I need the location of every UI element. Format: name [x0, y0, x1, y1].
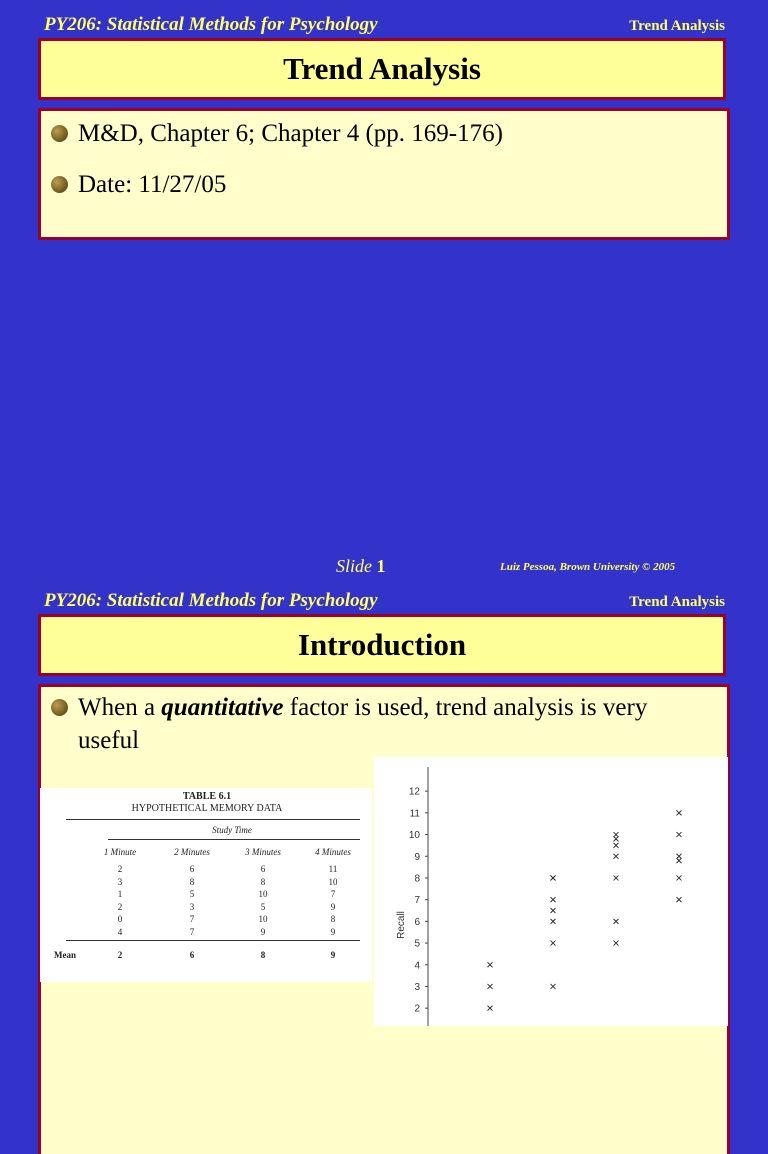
- data-point: [488, 962, 493, 967]
- data-point: [551, 919, 556, 924]
- table-cell: 0: [117, 914, 123, 924]
- y-tick-label: 11: [409, 808, 420, 820]
- y-axis-label: Recall: [396, 911, 407, 939]
- bullet-text: Date: 11/27/05: [78, 171, 227, 198]
- recall-scatter-plot: [374, 757, 728, 1026]
- table-cell: 10: [258, 914, 268, 924]
- table-mean-cell: 8: [260, 950, 266, 960]
- table-cell: 7: [189, 926, 195, 937]
- slide-word: Slide: [336, 556, 372, 576]
- y-tick-label: 6: [414, 916, 420, 928]
- table-cell: 7: [189, 914, 195, 924]
- bullet-emphasis: quantitative: [161, 694, 284, 721]
- bullet-text: [78, 691, 691, 757]
- mean-label: Mean: [54, 950, 76, 960]
- slide-title-box: [38, 614, 726, 676]
- slide-number-value: 1: [376, 556, 386, 576]
- bullet-dot-icon: [51, 176, 68, 193]
- bullet-pre: When a: [78, 694, 162, 721]
- topic-label: Trend Analysis: [629, 594, 725, 610]
- bullet-post: factor is used, trend analysis is very useful: [78, 694, 648, 754]
- table-group-header: Study Time: [212, 825, 252, 835]
- bullet-item: [51, 117, 503, 150]
- y-tick-label: 12: [408, 786, 420, 798]
- table-cell: 6: [189, 864, 195, 874]
- data-point: [551, 941, 556, 946]
- y-tick-label: 7: [414, 895, 420, 907]
- slide-title-box: [38, 38, 726, 100]
- table-column-header: 1 Minute: [103, 847, 137, 857]
- table-cell: 9: [330, 901, 336, 912]
- bullet-text: M&D, Chapter 6; Chapter 4 (pp. 169-176): [78, 120, 503, 147]
- y-tick-label: 3: [414, 981, 420, 993]
- table-cell: 7: [330, 889, 336, 899]
- table-cell: 9: [330, 926, 336, 937]
- data-point: [488, 1006, 493, 1011]
- data-point: [614, 832, 619, 837]
- data-point: [551, 908, 556, 913]
- data-point: [551, 984, 556, 989]
- slide-2: [0, 576, 768, 1152]
- data-point: [614, 836, 619, 841]
- course-title: PY206: Statistical Methods for Psychology: [44, 590, 378, 611]
- y-tick-label: 9: [414, 851, 420, 863]
- table-rule: [66, 819, 360, 820]
- table-cell: 2: [117, 901, 123, 912]
- data-point: [677, 897, 682, 902]
- y-tick-label: 10: [408, 830, 420, 842]
- y-tick-label: 5: [414, 938, 420, 950]
- data-point: [614, 843, 619, 848]
- table-cell: 9: [260, 926, 266, 937]
- data-point: [614, 941, 619, 946]
- slide-title: Introduction: [297, 627, 467, 662]
- table-cell: 2: [117, 864, 123, 874]
- table-rule: [66, 940, 360, 941]
- table-rule: [108, 839, 360, 840]
- table-mean-cell: 6: [189, 950, 195, 960]
- credit-line: Luiz Pessoa, Brown University © 2005: [500, 561, 676, 573]
- slide-1: [0, 0, 768, 576]
- y-tick-label: 8: [414, 873, 420, 885]
- content-box: [38, 108, 730, 240]
- data-point: [488, 984, 493, 989]
- bullet-item: [51, 691, 691, 757]
- table-cell: 3: [117, 876, 123, 887]
- table-cell: 4: [117, 926, 123, 937]
- y-tick-label: 2: [414, 1003, 420, 1015]
- data-point: [614, 919, 619, 924]
- table-cell: 10: [258, 889, 268, 899]
- data-point: [677, 858, 682, 863]
- table-cell: 8: [260, 876, 266, 887]
- table-mean-cell: 9: [330, 950, 336, 960]
- bullet-item: [51, 168, 226, 201]
- y-tick-label: 4: [414, 960, 420, 972]
- data-point: [614, 875, 619, 880]
- table-title: TABLE 6.1: [182, 791, 232, 802]
- table-cell: 8: [330, 914, 336, 924]
- table-cell: 10: [328, 876, 338, 887]
- table-cell: 1: [117, 889, 123, 899]
- bullet-dot-icon: [51, 125, 68, 142]
- memory-data-table: [40, 788, 372, 982]
- data-point: [677, 832, 682, 837]
- table-cell: 6: [260, 864, 266, 874]
- table-column-header: 4 Minutes: [315, 847, 351, 857]
- table-column-header: 2 Minutes: [174, 847, 210, 857]
- slide-number: [336, 556, 386, 577]
- data-point: [551, 897, 556, 902]
- data-point: [677, 810, 682, 815]
- bullet-dot-icon: [51, 699, 68, 716]
- table-mean-cell: 2: [117, 950, 123, 960]
- table-cell: 8: [189, 876, 195, 887]
- table-cell: 11: [328, 864, 338, 874]
- scatter-svg: [374, 757, 728, 1026]
- table-cell: 3: [189, 901, 195, 912]
- table-cell: 5: [189, 889, 195, 899]
- course-title: PY206: Statistical Methods for Psychology: [44, 14, 378, 35]
- slide-title: Trend Analysis: [283, 51, 481, 86]
- data-point: [677, 854, 682, 859]
- data-point: [551, 875, 556, 880]
- table-column-header: 3 Minutes: [245, 847, 281, 857]
- table-cell: 5: [260, 901, 266, 912]
- data-point: [614, 854, 619, 859]
- topic-label: Trend Analysis: [629, 18, 725, 34]
- data-point: [677, 875, 682, 880]
- table-subtitle: HYPOTHETICAL MEMORY DATA: [131, 803, 283, 814]
